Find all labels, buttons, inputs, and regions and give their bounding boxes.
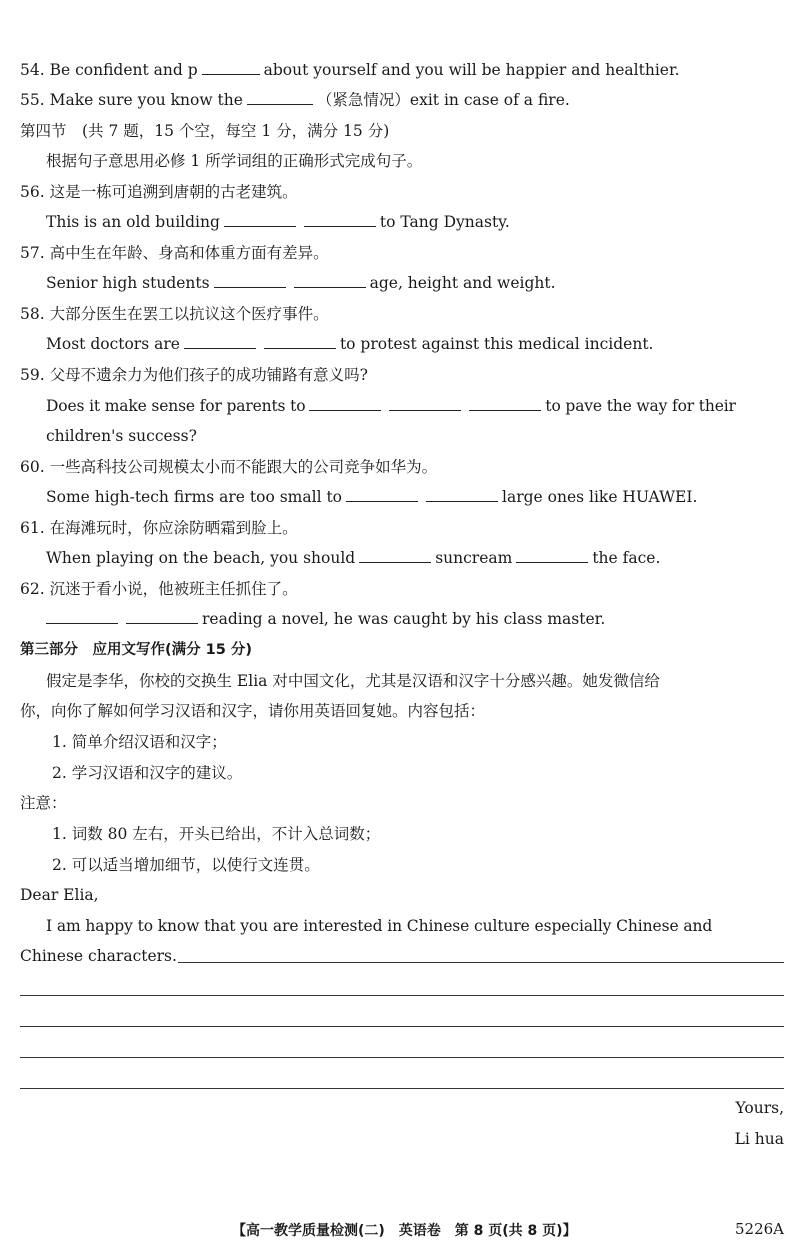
question-58-text: Most doctors are bbox=[46, 335, 180, 353]
footer-code: 5226A bbox=[734, 1220, 784, 1238]
content-point-1: 1. 简单介绍汉语和汉字； bbox=[52, 733, 227, 751]
question-58-text-end: to protest against this medical incident. bbox=[339, 335, 654, 353]
question-62-chinese: 62. 沉迷于看小说，他被班主任抓住了。 bbox=[20, 580, 298, 598]
answer-blank[interactable] bbox=[247, 90, 313, 105]
question-56-chinese: 56. 这是一栋可追溯到唐朝的古老建筑。 bbox=[20, 183, 298, 201]
writing-line[interactable] bbox=[178, 962, 784, 963]
question-61-text-end: the face. bbox=[592, 549, 661, 567]
question-62-text-end: reading a novel, he was caught by his class master. bbox=[202, 610, 606, 628]
question-55-text-end: （紧急情况）exit in case of a fire. bbox=[316, 91, 570, 109]
content-point-2: 2. 学习汉语和汉字的建议。 bbox=[52, 764, 243, 782]
letter-opening-line-1: I am happy to know that you are interested in Chinese culture especially Chinese and bbox=[46, 917, 713, 935]
writing-line[interactable] bbox=[20, 1088, 784, 1089]
question-60-english bbox=[46, 487, 784, 507]
letter-closing: Yours, bbox=[735, 1099, 784, 1117]
question-58-english bbox=[46, 334, 784, 354]
question-59-text: Does it make sense for parents to bbox=[46, 397, 306, 415]
question-59-english bbox=[46, 396, 784, 416]
writing-line[interactable] bbox=[20, 995, 784, 996]
question-60-text-end: large ones like HUAWEI. bbox=[502, 488, 698, 506]
question-57-text: Senior high students bbox=[46, 274, 210, 292]
answer-blank[interactable] bbox=[184, 334, 256, 349]
answer-blank[interactable] bbox=[309, 396, 381, 411]
answer-blank[interactable] bbox=[389, 396, 461, 411]
letter-greeting: Dear Elia, bbox=[20, 886, 99, 904]
answer-blank[interactable] bbox=[516, 548, 588, 563]
question-58-chinese: 58. 大部分医生在罢工以抗议这个医疗事件。 bbox=[20, 305, 329, 323]
question-62-english bbox=[46, 609, 784, 629]
answer-blank[interactable] bbox=[214, 273, 286, 288]
question-56-text: This is an old building bbox=[46, 213, 220, 231]
question-56-text-end: to Tang Dynasty. bbox=[379, 213, 510, 231]
answer-blank[interactable] bbox=[359, 548, 431, 563]
question-54-text-end: about yourself and you will be happier and healthier. bbox=[263, 61, 680, 79]
answer-blank[interactable] bbox=[264, 334, 336, 349]
answer-blank[interactable] bbox=[346, 487, 418, 502]
question-57-text-end: age, height and weight. bbox=[369, 274, 556, 292]
section-4-title: 第四节 (共 7 题，15 个空，每空 1 分，满分 15 分) bbox=[20, 122, 390, 140]
question-55 bbox=[20, 90, 784, 110]
letter-signature: Li hua bbox=[734, 1130, 784, 1148]
question-61-text: When playing on the beach, you should bbox=[46, 549, 356, 567]
answer-blank[interactable] bbox=[202, 60, 260, 75]
notes-label: 注意： bbox=[20, 794, 67, 812]
question-59-text-end: to pave the way for their bbox=[545, 397, 736, 415]
question-55-text: 55. Make sure you know the bbox=[20, 91, 243, 109]
writing-line[interactable] bbox=[20, 1026, 784, 1027]
question-54 bbox=[20, 60, 784, 80]
answer-blank[interactable] bbox=[304, 212, 376, 227]
answer-blank[interactable] bbox=[126, 609, 198, 624]
footer-page-info: 【高一教学质量检测(二) 英语卷 第 8 页(共 8 页)】 bbox=[232, 1223, 577, 1239]
answer-blank[interactable] bbox=[426, 487, 498, 502]
question-56-english bbox=[46, 212, 784, 232]
writing-prompt-line-2: 你，向你了解如何学习汉语和汉字，请你用英语回复她。内容包括： bbox=[20, 702, 486, 720]
note-2: 2. 可以适当增加细节，以使行文连贯。 bbox=[52, 856, 320, 874]
question-61-chinese: 61. 在海滩玩时，你应涂防晒霜到脸上。 bbox=[20, 519, 298, 537]
answer-blank[interactable] bbox=[294, 273, 366, 288]
question-57-chinese: 57. 高中生在年龄、身高和体重方面有差异。 bbox=[20, 244, 329, 262]
writing-line[interactable] bbox=[20, 1057, 784, 1058]
part-3-title: 第三部分 应用文写作(满分 15 分) bbox=[20, 642, 253, 658]
question-59-english-continued: children's success? bbox=[46, 427, 197, 445]
question-57-english bbox=[46, 273, 784, 293]
answer-blank[interactable] bbox=[224, 212, 296, 227]
note-1: 1. 词数 80 左右，开头已给出，不计入总词数； bbox=[52, 825, 381, 843]
answer-blank[interactable] bbox=[46, 609, 118, 624]
question-59-chinese: 59. 父母不遗余力为他们孩子的成功铺路有意义吗? bbox=[20, 366, 368, 384]
letter-opening-line-2: Chinese characters. bbox=[20, 947, 177, 965]
question-61-english bbox=[46, 548, 784, 568]
question-61-text-mid: suncream bbox=[435, 549, 513, 567]
section-4-instruction: 根据句子意思用必修 1 所学词组的正确形式完成句子。 bbox=[46, 152, 423, 170]
answer-blank[interactable] bbox=[469, 396, 541, 411]
question-60-chinese: 60. 一些高科技公司规模太小而不能跟大的公司竞争如华为。 bbox=[20, 458, 438, 476]
question-60-text: Some high-tech firms are too small to bbox=[46, 488, 343, 506]
writing-prompt-line-1: 假定是李华，你校的交换生 Elia 对中国文化，尤其是汉语和汉字十分感兴趣。她发微信给 bbox=[46, 672, 660, 690]
question-54-text: 54. Be confident and p bbox=[20, 61, 198, 79]
